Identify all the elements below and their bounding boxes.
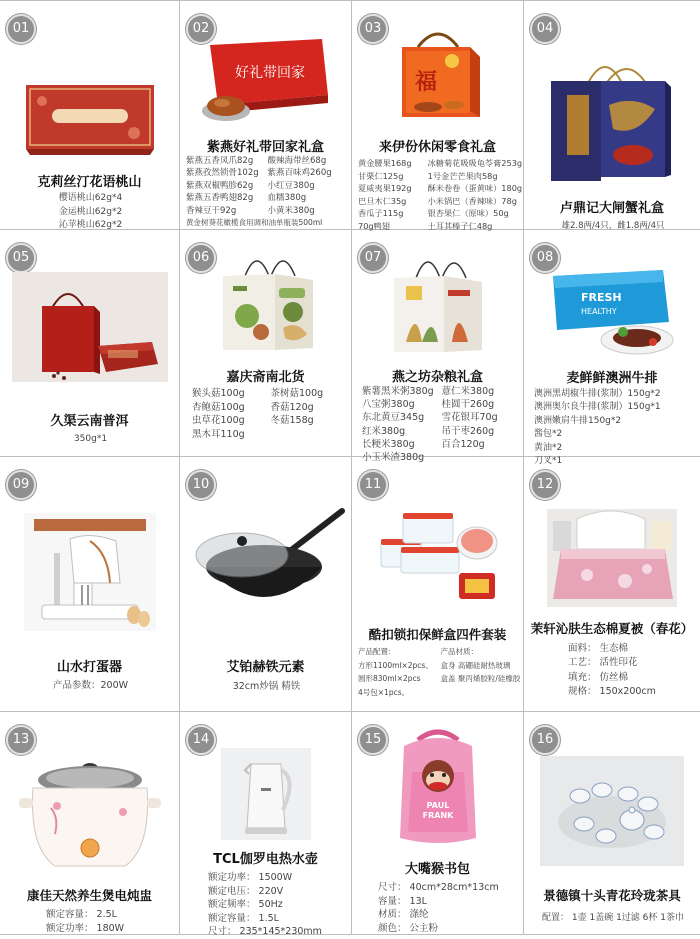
spec-line: 小米锅巴（香辣味）78g <box>427 195 517 206</box>
slow-cooker-icon <box>15 748 165 878</box>
item-number-badge: 01 <box>6 14 36 44</box>
snack-gift-box-icon <box>388 17 488 127</box>
spec-line: 产品配置： <box>358 647 396 656</box>
item-number-badge: 02 <box>186 14 216 44</box>
spec-line: 黄金腰果168g <box>358 158 412 168</box>
spec-line: 冬菇158g <box>270 415 314 426</box>
spec-line: 黄油*2 <box>534 442 563 453</box>
spec-line: 70g鸭翅 <box>358 220 390 231</box>
spec-line: 香菇120g <box>270 401 314 413</box>
egg-beater-icon <box>24 513 156 631</box>
backpack-text-line-2: FRANK <box>422 811 453 820</box>
puer-tea-gift-icon <box>12 272 168 382</box>
spec-line: 黄金树葵花橄榄食用调和油单瓶装500ml <box>186 218 323 227</box>
grain-gift-bag-icon <box>386 246 490 356</box>
spec-line: 小玉米渣380g <box>362 452 425 464</box>
spec-line: 32cm炒锅 精铁 <box>232 681 301 692</box>
spec-line: 额定功率： 1500W <box>208 872 293 883</box>
spec-line: 方形1100ml×2pcs、 <box>358 660 433 670</box>
product-specs <box>6 433 175 447</box>
product-specs <box>362 385 519 464</box>
spec-line: 额定频率： 50Hz <box>208 899 283 911</box>
electric-kettle-icon <box>221 748 311 840</box>
product-title: 麦鲜鲜澳洲牛排 <box>566 371 658 386</box>
product-specs <box>6 192 175 233</box>
spec-line: 规格： 150x200cm <box>568 686 656 698</box>
product-specs <box>186 155 347 217</box>
product-title: 大嘴猴书包 <box>404 862 470 877</box>
spec-line: 香瓜子115g <box>358 208 404 219</box>
spec-line: 额定电压： 220V <box>208 885 284 897</box>
backpack-text-line-1: PAUL <box>426 801 449 810</box>
product-title: 燕之坊杂粮礼盒 <box>391 370 483 385</box>
product-card-14[interactable] <box>180 712 352 938</box>
product-title: 艾铂赫铁元素 <box>226 660 305 675</box>
spec-line: 冰糖菊花吸吸龟苓膏253g <box>427 158 523 168</box>
spec-line: 额定容量： 1.5L <box>208 912 279 924</box>
spec-line: 小红豆380g <box>267 180 315 191</box>
spec-line: 酱包*2 <box>534 429 563 440</box>
item-number-badge: 08 <box>530 243 560 273</box>
product-title: 来伊份休闲零食礼盒 <box>378 140 496 155</box>
product-card-05[interactable] <box>0 230 180 457</box>
product-card-04[interactable] <box>524 1 700 230</box>
spec-line: 填充： 仿丝棉 <box>568 671 629 683</box>
spec-line: 金运桃山62g*2 <box>58 206 123 217</box>
product-title: 茉轩沁肤生态棉夏被（春花） <box>530 621 694 636</box>
spec-line: 额定功率： 180W <box>46 922 125 934</box>
spec-line: 配置： 1壶 1盖碗 1过滤 6杯 1茶巾 <box>542 913 684 923</box>
spec-line: 巴旦木仁35g <box>358 195 407 206</box>
spec-line: 小黄米380g <box>267 205 315 216</box>
backpack-icon <box>390 720 486 848</box>
spec-line: 长粳米380g <box>362 438 415 450</box>
spec-line: 产品材质： <box>440 647 478 656</box>
spec-line: 杏鲍菇100g <box>192 401 245 413</box>
product-card-01[interactable] <box>0 1 180 230</box>
product-title: 康佳天然养生煲电炖盅 <box>26 888 152 903</box>
spec-line: 茶树菇100g <box>270 388 324 399</box>
product-card-15[interactable] <box>352 712 524 935</box>
bag-text-line-1: FRESH <box>581 291 622 304</box>
item-number-badge: 09 <box>6 470 36 500</box>
product-title: 山水打蛋器 <box>56 660 122 675</box>
product-specs <box>358 645 519 699</box>
spec-line: 产品参数：200W <box>52 680 129 691</box>
spec-line: 雄2.8两/4只，雌1.8两/4只 <box>561 221 665 231</box>
spec-line: 沁苹桃山62g*2 <box>58 220 123 231</box>
item-number-badge: 10 <box>186 470 216 500</box>
spec-line: 夏威夷果192g <box>358 183 412 194</box>
product-specs <box>6 679 175 693</box>
item-number-badge: 03 <box>358 14 388 44</box>
item-number-badge: 04 <box>530 14 560 44</box>
crab-gift-box-icon <box>547 45 677 185</box>
spec-line: 紫燕双椒鸭胗62g <box>186 180 254 191</box>
spec-line: 盒盖 聚丙烯胶粒/硅橡胶 <box>440 674 521 684</box>
spec-line: 颜色： 公主粉 <box>378 922 439 934</box>
spec-line: 紫燕五香凤爪82g <box>186 156 254 166</box>
product-card-10[interactable] <box>180 457 352 712</box>
box-text: 好礼带回家 <box>234 65 305 81</box>
product-title: 久渠云南普洱 <box>50 414 129 429</box>
summer-quilt-icon <box>547 509 677 607</box>
spec-line: 黑木耳110g <box>192 428 245 440</box>
spec-line: 尺寸： 235*145*230mm <box>208 926 322 938</box>
product-specs <box>358 157 523 233</box>
spec-line: 额定容量： 2.5L <box>46 909 117 920</box>
wok-icon <box>186 497 346 613</box>
spec-line: 澳洲嫩肩牛排150g*2 <box>534 415 622 426</box>
spec-line: 八宝粥380g <box>362 399 415 411</box>
spec-line <box>441 686 522 700</box>
spec-line: 盒身 高硼硅耐热玻璃 <box>440 660 511 670</box>
spec-line: 薏仁米380g <box>441 386 495 397</box>
product-card-11[interactable] <box>352 457 524 712</box>
spec-line: 尺寸： 40cm*28cm*13cm <box>378 882 499 893</box>
spec-line: 4号包×1pcs。 <box>358 687 410 697</box>
tea-set-icon <box>540 756 684 866</box>
spec-line: 1号金芒芒果肉58g <box>427 170 498 181</box>
product-card-08[interactable] <box>524 230 700 467</box>
item-number-badge: 05 <box>6 243 36 273</box>
spec-line: 百合120g <box>441 438 485 450</box>
spec-line: 甘栗仁125g <box>358 170 404 181</box>
spec-line: 面料： 生态棉 <box>568 643 629 654</box>
spec-line: 工艺： 活性印花 <box>568 657 638 669</box>
product-title: 卢鼎记大闸蟹礼盒 <box>559 201 664 216</box>
spec-line: 容量： 13L <box>378 895 427 907</box>
spec-line: 香辣豆干92g <box>186 205 237 216</box>
spec-line: 红米380g <box>362 425 406 437</box>
product-specs <box>530 912 696 926</box>
spec-line: 澳洲黑胡椒牛排(浆制）150g*2 <box>534 389 661 399</box>
spec-line: 材质： 涤纶 <box>378 909 429 921</box>
spec-line: 紫薯黑米粥380g <box>362 386 434 397</box>
product-title: 克莉丝汀花语桃山 <box>37 175 142 190</box>
product-card-02[interactable] <box>180 1 352 230</box>
spec-line: 紫燕五香鸭翅82g <box>186 193 254 204</box>
spec-line: 澳洲奥尔良牛排(浆制）150g*1 <box>534 402 661 413</box>
product-title: 嘉庆斋南北货 <box>226 370 305 385</box>
spec-line: 东北黄豆345g <box>362 412 425 424</box>
spec-line: 吊干枣260g <box>441 425 495 437</box>
spec-line: 酥米卷卷（蛋黄味）180g <box>427 183 523 194</box>
spec-line: 猴头菇100g <box>192 388 245 399</box>
spec-line: 银杏果仁（原味）50g <box>427 208 509 219</box>
spec-line: 刀叉*1 <box>534 456 563 467</box>
product-specs <box>378 881 519 935</box>
spec-line: 紫燕孜然锁骨102g <box>186 168 259 179</box>
product-card-03[interactable] <box>352 1 524 230</box>
spec-line: 紫燕百味鸡260g <box>267 168 332 179</box>
spec-line: 350g*1 <box>73 434 108 444</box>
spec-line: 酸辣海带丝68g <box>267 156 327 166</box>
box-text: 福 <box>414 69 437 95</box>
spec-line: 土耳其榛子仁48g <box>427 220 493 231</box>
product-specs <box>186 680 347 694</box>
spec-line: 雪花银耳70g <box>441 412 498 424</box>
spec-line: 桂圆干260g <box>441 399 495 411</box>
product-title: 酷扣锁扣保鲜盒四件套装 <box>368 627 507 642</box>
product-specs <box>208 871 347 939</box>
product-card-09[interactable] <box>0 457 180 712</box>
item-number-badge: 06 <box>186 243 216 273</box>
spec-line: 虫草花100g <box>192 415 245 426</box>
spec-line: 圆形830ml×2pcs <box>358 674 421 684</box>
roast-duck-gift-box-icon <box>196 35 336 125</box>
spec-line: 血糯380g <box>267 193 307 204</box>
item-number-badge: 07 <box>358 243 388 273</box>
item-number-badge: 14 <box>186 725 216 755</box>
item-number-badge: 16 <box>530 725 560 755</box>
product-title: 紫燕好礼带回家礼盒 <box>206 140 324 155</box>
product-specs <box>192 387 347 441</box>
dried-goods-gift-bag-icon <box>211 246 321 354</box>
product-card-06[interactable] <box>180 230 352 457</box>
product-card-12[interactable] <box>524 457 700 712</box>
product-card-13[interactable] <box>0 712 180 935</box>
item-number-badge: 11 <box>358 470 388 500</box>
peach-mountain-gift-box-icon <box>22 79 158 159</box>
steak-cooler-bag-icon <box>547 256 677 360</box>
item-number-badge: 13 <box>6 725 36 755</box>
item-number-badge: 12 <box>530 470 560 500</box>
glass-container-set-icon <box>373 509 503 609</box>
bag-text-line-2: HEALTHY <box>581 307 617 316</box>
product-card-16[interactable] <box>524 712 700 935</box>
product-title: TCL伽罗电热水壶 <box>213 852 318 867</box>
product-specs <box>568 642 696 700</box>
product-specs-extra <box>186 217 347 228</box>
spec-line: 樱语桃山62g*4 <box>58 193 123 203</box>
product-specs <box>46 908 175 936</box>
item-number-badge: 15 <box>358 725 388 755</box>
product-title: 景德镇十头青花玲珑茶具 <box>543 888 681 903</box>
product-card-07[interactable] <box>352 230 524 464</box>
